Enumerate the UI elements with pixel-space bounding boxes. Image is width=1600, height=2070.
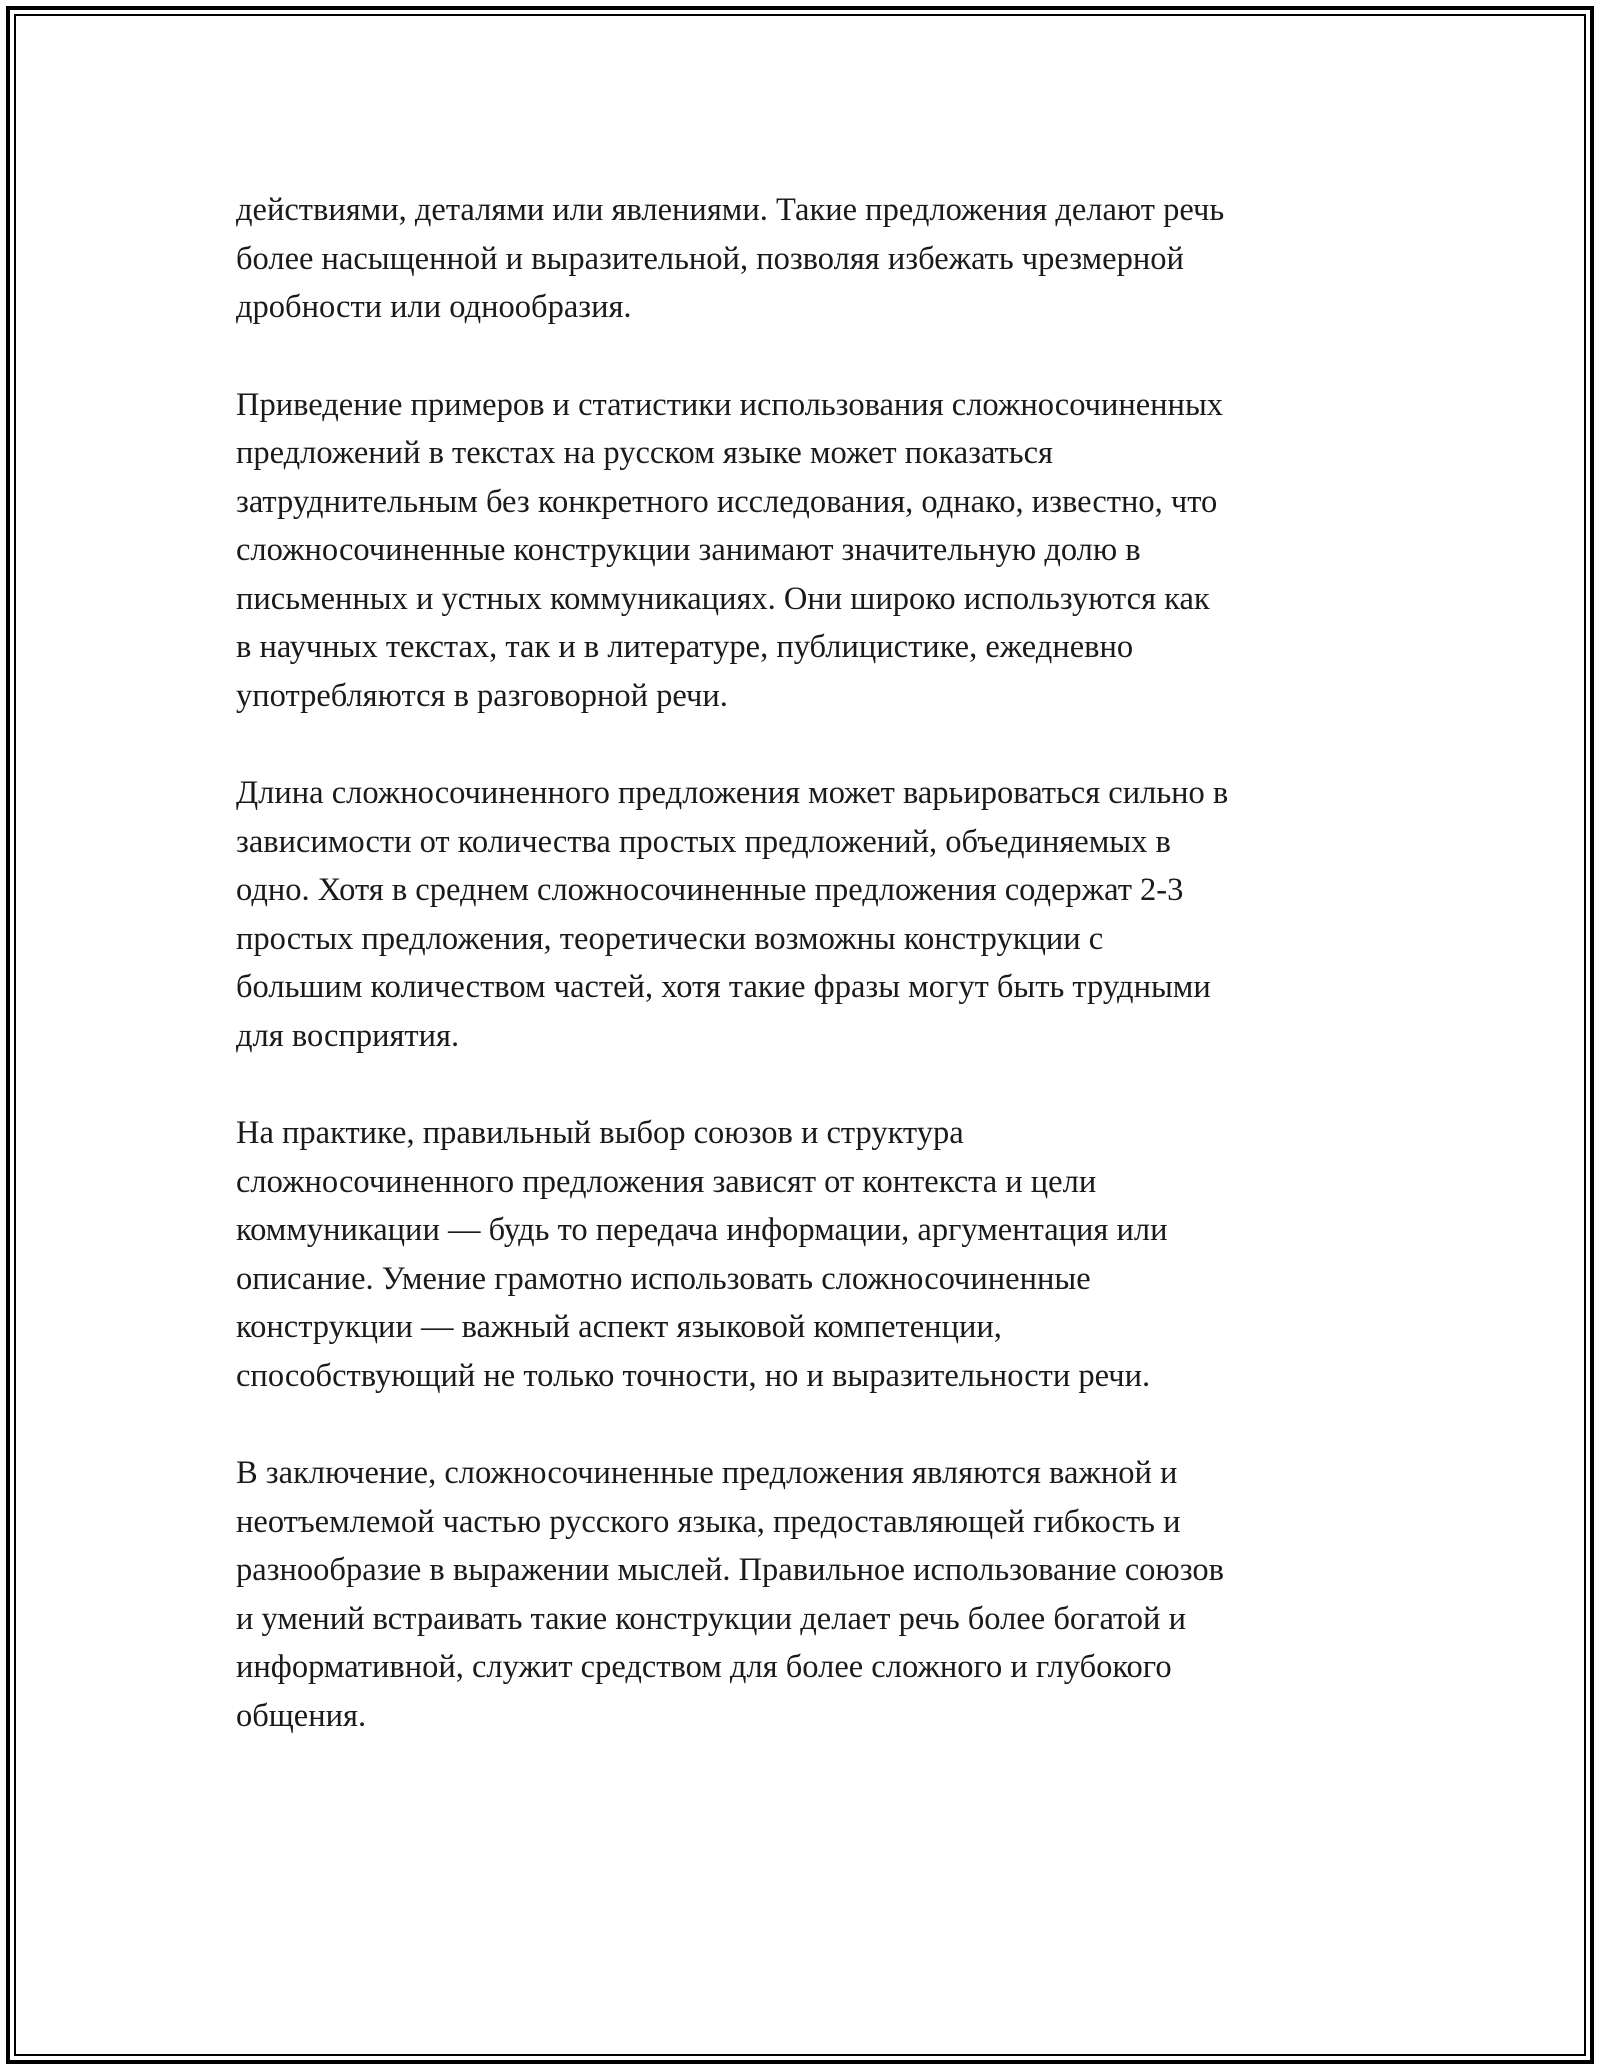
text-line: На практике, правильный выбор союзов и структура [236, 1115, 964, 1151]
text-line: сложносочиненного предложения зависят от контекста и цели [236, 1163, 1097, 1200]
text-line: коммуникации — будь то передача информации, аргументация или [236, 1212, 1168, 1248]
text-line: Длина сложносочиненного предложения может варьироваться сильно в [236, 775, 1229, 811]
text-line: в научных текстах, так и в литературе, публицистике, ежедневно [236, 629, 1134, 665]
text-line: и умений встраивать такие конструкции делает речь более богатой и [236, 1600, 1186, 1637]
text-line: действиями, деталями или явлениями. Такие предложения делают речь [236, 192, 1225, 228]
text-line: употребляются в разговорной речи. [236, 677, 728, 714]
paragraph-4 [236, 1109, 1376, 1400]
text-line: сложносочиненные конструкции занимают значительную долю в [236, 532, 1141, 568]
text-line: одно. Хотя в среднем сложносочиненные предложения содержат 2-3 [236, 872, 1184, 908]
text-line: более насыщенной и выразительной, позволяя избежать чрезмерной [236, 240, 1184, 277]
text-line: простых предложения, теоретически возможны конструкции с [236, 920, 1104, 957]
text-line: общения. [236, 1697, 367, 1734]
text-line: способствующий не только точности, но и выразительности речи. [236, 1357, 1151, 1394]
text-line: неотъемлемой частью русского языка, предоставляющей гибкость и [236, 1503, 1181, 1540]
text-line: зависимости от количества простых предложений, объединяемых в [236, 823, 1171, 860]
text-line: информативной, служит средством для более сложного и глубокого [236, 1649, 1172, 1685]
text-line: Приведение примеров и статистики использования сложносочиненных [236, 386, 1224, 423]
text-line: В заключение, сложносочиненные предложения являются важной и [236, 1455, 1178, 1491]
text-line: разнообразие в выражении мыслей. Правильное использование союзов [236, 1552, 1224, 1588]
text-line: конструкции — важный аспект языковой компетенции, [236, 1309, 1002, 1345]
text-line: письменных и устных коммуникациях. Они широко используются как [236, 580, 1210, 617]
document-body [236, 186, 1376, 1789]
paragraph-5 [236, 1449, 1376, 1740]
paragraph-1 [236, 186, 1376, 332]
paragraph-3 [236, 769, 1376, 1060]
text-line: затруднительным без конкретного исследования, однако, известно, что [236, 483, 1218, 520]
text-line: дробности или однообразия. [236, 289, 632, 325]
text-line: большим количеством частей, хотя такие фразы могут быть трудными [236, 969, 1211, 1005]
paragraph-2 [236, 381, 1376, 721]
text-line: описание. Умение грамотно использовать сложносочиненные [236, 1260, 1091, 1297]
text-line: предложений в текстах на русском языке может показаться [236, 435, 1053, 471]
text-line: для восприятия. [236, 1017, 460, 1054]
